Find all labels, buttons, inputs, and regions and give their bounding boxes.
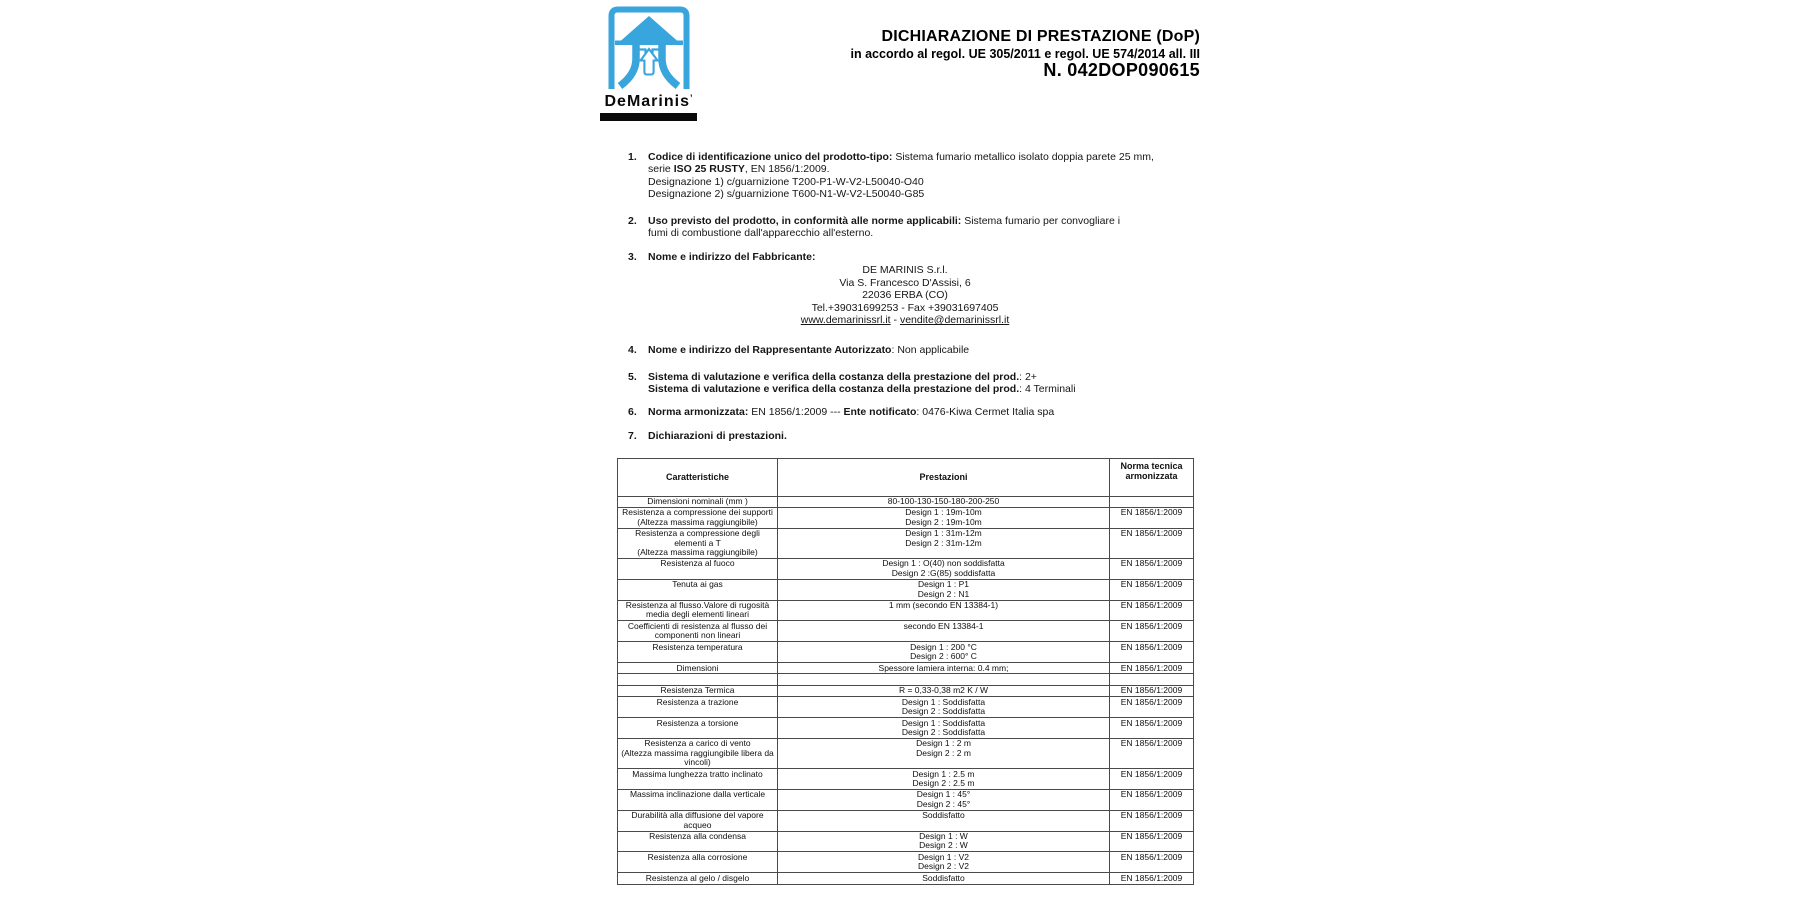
table-row: [618, 528, 1194, 558]
cell-prestazione: Design 1 : Soddisfatta Design 2 : Soddisfatta: [778, 718, 1110, 739]
manufacturer-name: DE MARINIS S.r.l.: [862, 264, 948, 276]
cell-norma: EN 1856/1:2009: [1110, 697, 1194, 718]
table-row: [618, 507, 1194, 528]
cell-norma: EN 1856/1:2009: [1110, 600, 1194, 621]
item-line: Dichiarazioni di prestazioni.: [648, 430, 787, 442]
cell-norma: EN 1856/1:2009: [1110, 810, 1194, 831]
table-row: [618, 558, 1194, 579]
cell-norma: EN 1856/1:2009: [1110, 579, 1194, 600]
cell-prestazione: Design 1 : 2.5 m Design 2 : 2.5 m: [778, 769, 1110, 790]
cell-prestazione: Spessore lamiera interna: 0.4 mm;: [778, 663, 1110, 674]
item-text: [648, 344, 1228, 356]
item-text: [648, 430, 1228, 442]
list-item-5: [628, 371, 1228, 396]
cell-norma: EN 1856/1:2009: [1110, 769, 1194, 790]
cell-caratteristica: Resistenza a trazione: [618, 697, 778, 718]
brand-trademark: ’: [689, 93, 694, 103]
website-link[interactable]: www.demarinissrl.it: [800, 314, 891, 327]
table-row: [618, 600, 1194, 621]
cell-caratteristica: Resistenza al fuoco: [618, 558, 778, 579]
list-item-7: [628, 430, 1228, 442]
table-row: [618, 642, 1194, 663]
cell-prestazione: Design 1 : V2 Design 2 : V2: [778, 852, 1110, 873]
cell-prestazione: Design 1 : 45° Design 2 : 45°: [778, 789, 1110, 810]
item-line: Uso previsto del prodotto, in conformità alle norme applicabili: Sistema fumario per convogliare i: [648, 215, 1121, 227]
item-line: Designazione 2) s/guarnizione T600-N1-W-V2-L50040-G85: [648, 188, 925, 201]
table-header-row: [618, 459, 1194, 497]
item-text: [648, 371, 1228, 396]
table-row: [618, 579, 1194, 600]
cell-norma: EN 1856/1:2009: [1110, 507, 1194, 528]
list-item-3: [628, 251, 1228, 263]
cell-caratteristica: Massima inclinazione dalla verticale: [618, 789, 778, 810]
cell-norma: EN 1856/1:2009: [1110, 852, 1194, 873]
cell-caratteristica: Resistenza Termica: [618, 685, 778, 696]
table-row: [618, 674, 1194, 685]
manufacturer-city: 22036 ERBA (CO): [862, 289, 948, 302]
cell-prestazione: Design 1 : 2 m Design 2 : 2 m: [778, 738, 1110, 768]
item-number: 1.: [628, 151, 637, 163]
table-row: [618, 873, 1194, 884]
manufacturer-street: Via S. Francesco D'Assisi, 6: [839, 276, 971, 289]
cell-caratteristica: Coefficienti di resistenza al flusso dei componenti non lineari: [618, 621, 778, 642]
cell-prestazione: Design 1 : 31m-12m Design 2 : 31m-12m: [778, 528, 1110, 558]
document-number: N. 042DOP090615: [1043, 60, 1200, 80]
table-row: [618, 810, 1194, 831]
table-row: [618, 496, 1194, 507]
manufacturer-address: [680, 264, 1130, 327]
header-norma-tecnica: Norma tecnica armonizzata: [1110, 459, 1194, 497]
manufacturer-phone: Tel.+39031699253 - Fax +39031697405: [811, 301, 999, 314]
cell-caratteristica: Resistenza a compressione degli elementi a T (Altezza massima raggiungibile): [618, 528, 778, 558]
item-text: [648, 215, 1228, 240]
cell-caratteristica: Resistenza alla condensa: [618, 831, 778, 852]
item-number: 4.: [628, 344, 637, 356]
cell-norma: EN 1856/1:2009: [1110, 663, 1194, 674]
item-line: Sistema di valutazione e verifica della costanza della prestazione del prod.: 4 Terminali: [648, 383, 1076, 396]
list-item-2: [628, 215, 1228, 240]
item-number: 2.: [628, 215, 637, 227]
cell-prestazione: Design 1 : P1 Design 2 : N1: [778, 579, 1110, 600]
cell-caratteristica: Resistenza al gelo / disgelo: [618, 873, 778, 884]
item-text: [648, 151, 1228, 201]
cell-norma: [1110, 674, 1194, 685]
cell-norma: EN 1856/1:2009: [1110, 685, 1194, 696]
item-number: 5.: [628, 371, 637, 383]
item-text: [648, 251, 1228, 263]
table-row: [618, 738, 1194, 768]
item-line: serie ISO 25 RUSTY, EN 1856/1:2009.: [648, 163, 830, 176]
cell-caratteristica: Durabilità alla diffusione del vapore acqueo: [618, 810, 778, 831]
chimney-logo-icon: [606, 4, 692, 92]
cell-prestazione: R = 0,33-0,38 m2 K / W: [778, 685, 1110, 696]
item-line: Nome e indirizzo del Rappresentante Autorizzato: Non applicabile: [648, 344, 970, 356]
item-text: [648, 406, 1228, 418]
list-item-6: [628, 406, 1228, 418]
cell-norma: EN 1856/1:2009: [1110, 528, 1194, 558]
cell-caratteristica: Resistenza temperatura: [618, 642, 778, 663]
table-row: [618, 769, 1194, 790]
header-caratteristiche: Caratteristiche: [618, 459, 778, 497]
item-line: fumi di combustione dall'apparecchio all'esterno.: [648, 227, 874, 240]
item-number: 3.: [628, 251, 637, 263]
item-line: Codice di identificazione unico del prodotto-tipo: Sistema fumario metallico isolato doppia parete 25 mm,: [648, 151, 1154, 163]
table-row: [618, 697, 1194, 718]
cell-prestazione: secondo EN 13384-1: [778, 621, 1110, 642]
cell-caratteristica: Dimensioni: [618, 663, 778, 674]
cell-norma: EN 1856/1:2009: [1110, 718, 1194, 739]
manufacturer-links: [680, 314, 1130, 327]
cell-prestazione: 1 mm (secondo EN 13384-1): [778, 600, 1110, 621]
document-header: [851, 27, 1200, 80]
company-logo: [600, 4, 698, 121]
item-line: Nome e indirizzo del Fabbricante:: [648, 251, 816, 263]
table-row: [618, 663, 1194, 674]
cell-prestazione: Design 1 : O(40) non soddisfatta Design 2 :G(85) soddisfatta: [778, 558, 1110, 579]
link-separator: -: [890, 314, 900, 327]
logo-underline-bar: [600, 113, 697, 121]
table-row: [618, 789, 1194, 810]
cell-norma: EN 1856/1:2009: [1110, 642, 1194, 663]
item-number: 6.: [628, 406, 637, 418]
cell-norma: EN 1856/1:2009: [1110, 789, 1194, 810]
cell-caratteristica: Resistenza a carico di vento (Altezza massima raggiungibile libera da vincoli): [618, 738, 778, 768]
cell-prestazione: Soddisfatto: [778, 810, 1110, 831]
page-title: DICHIARAZIONE DI PRESTAZIONE (DoP): [881, 28, 1200, 45]
table-row: [618, 685, 1194, 696]
table-row: [618, 621, 1194, 642]
header-prestazioni: Prestazioni: [778, 459, 1110, 497]
page-subtitle: in accordo al regol. UE 305/2011 e regol. UE 574/2014 all. III: [850, 47, 1200, 61]
cell-norma: EN 1856/1:2009: [1110, 738, 1194, 768]
cell-norma: [1110, 496, 1194, 507]
item-line: Designazione 1) c/guarnizione T200-P1-W-V2-L50040-O40: [648, 175, 924, 188]
cell-caratteristica: Resistenza al flusso.Valore di rugosità media degli elementi lineari: [618, 600, 778, 621]
cell-prestazione: Design 1 : 200 °C Design 2 : 600° C: [778, 642, 1110, 663]
list-item-4: [628, 344, 1228, 356]
table-row: [618, 852, 1194, 873]
cell-caratteristica: Resistenza a compressione dei supporti (Altezza massima raggiungibile): [618, 507, 778, 528]
email-link[interactable]: vendite@demarinissrl.it: [899, 314, 1010, 327]
cell-caratteristica: Dimensioni nominali (mm ): [618, 496, 778, 507]
cell-caratteristica: Tenuta ai gas: [618, 579, 778, 600]
cell-prestazione: 80-100-130-150-180-200-250: [778, 496, 1110, 507]
cell-caratteristica: Resistenza a torsione: [618, 718, 778, 739]
cell-norma: EN 1856/1:2009: [1110, 621, 1194, 642]
cell-prestazione: Soddisfatto: [778, 873, 1110, 884]
cell-prestazione: Design 1 : Soddisfatta Design 2 : Soddisfatta: [778, 697, 1110, 718]
cell-caratteristica: Resistenza alla corrosione: [618, 852, 778, 873]
cell-caratteristica: Massima lunghezza tratto inclinato: [618, 769, 778, 790]
cell-caratteristica: [618, 674, 778, 685]
table-row: [618, 718, 1194, 739]
cell-norma: EN 1856/1:2009: [1110, 831, 1194, 852]
cell-norma: EN 1856/1:2009: [1110, 873, 1194, 884]
item-number: 7.: [628, 430, 637, 442]
brand-name: DeMarinis’: [604, 93, 694, 110]
cell-prestazione: Design 1 : W Design 2 : W: [778, 831, 1110, 852]
list-item-1: [628, 151, 1228, 201]
cell-norma: EN 1856/1:2009: [1110, 558, 1194, 579]
table-row: [618, 831, 1194, 852]
performance-table: [617, 458, 1194, 885]
item-line: Norma armonizzata: EN 1856/1:2009 --- Ente notificato: 0476-Kiwa Cermet Italia spa: [648, 406, 1055, 418]
cell-prestazione: Design 1 : 19m-10m Design 2 : 19m-10m: [778, 507, 1110, 528]
item-line: Sistema di valutazione e verifica della costanza della prestazione del prod.: 2+: [648, 371, 1037, 383]
cell-prestazione: [778, 674, 1110, 685]
